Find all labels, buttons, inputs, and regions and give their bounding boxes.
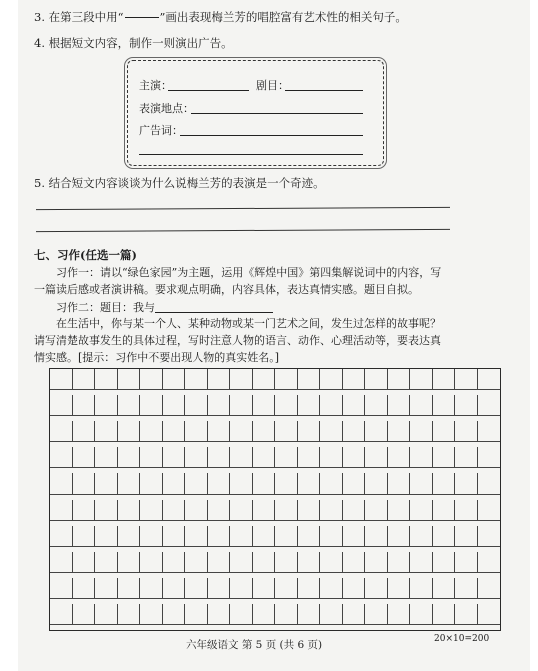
grid-cell[interactable] (478, 526, 501, 547)
essay-2-title-text: 习作二：题目：我与 (56, 301, 155, 314)
grid-cell[interactable] (185, 473, 208, 494)
grid-cell[interactable] (253, 447, 276, 468)
grid-cell[interactable] (230, 447, 253, 468)
grid-cell[interactable] (410, 578, 433, 599)
grid-cell[interactable] (388, 552, 411, 573)
grid-cell[interactable] (478, 447, 501, 468)
grid-cell[interactable] (365, 421, 388, 442)
grid-cell[interactable] (478, 604, 501, 625)
essay-2-line-3: 情实感。[提示：习作中不要出现人物的真实姓名。] (34, 351, 280, 364)
grid-cell[interactable] (320, 578, 343, 599)
grid-cell[interactable] (343, 447, 366, 468)
grid-cell[interactable] (478, 369, 501, 390)
grid-cell[interactable] (185, 552, 208, 573)
grid-cell[interactable] (365, 395, 388, 416)
grid-cell[interactable] (73, 604, 96, 625)
grid-cell[interactable] (433, 500, 456, 521)
grid-cell[interactable] (320, 421, 343, 442)
question-3-text-before: 在第三段中用“ (48, 10, 124, 24)
grid-cell[interactable] (343, 526, 366, 547)
question-4 (34, 36, 233, 51)
grid-cell[interactable] (455, 447, 478, 468)
question-5-text: 结合短文内容谈谈为什么说梅兰芳的表演是一个奇迹。 (48, 176, 325, 190)
grid-cell[interactable] (275, 526, 298, 547)
grid-cell[interactable] (95, 552, 118, 573)
grid-cell[interactable] (343, 369, 366, 390)
grid-cell[interactable] (343, 421, 366, 442)
grid-cell[interactable] (455, 473, 478, 494)
question-3-blank-mark (125, 17, 159, 18)
grid-cell[interactable] (298, 604, 321, 625)
grid-cell[interactable] (118, 604, 141, 625)
grid-cell[interactable] (50, 369, 73, 390)
grid-cell[interactable] (95, 395, 118, 416)
grid-cell[interactable] (118, 369, 141, 390)
essay-2-title-blank[interactable] (155, 312, 273, 313)
grid-cell[interactable] (208, 578, 231, 599)
grid-cell[interactable] (95, 473, 118, 494)
grid-cell[interactable] (140, 578, 163, 599)
page-footer: 六年级语文 第 5 页 (共 6 页) (186, 639, 323, 651)
grid-cell[interactable] (275, 421, 298, 442)
grid-cell[interactable] (163, 395, 186, 416)
question-5-number: 5. (34, 176, 45, 190)
grid-cell[interactable] (275, 473, 298, 494)
grid-cell[interactable] (95, 526, 118, 547)
grid-cell[interactable] (320, 473, 343, 494)
grid-cell[interactable] (185, 369, 208, 390)
grid-cell[interactable] (140, 604, 163, 625)
grid-cell[interactable] (118, 526, 141, 547)
grid-cell[interactable] (298, 526, 321, 547)
grid-cell[interactable] (50, 447, 73, 468)
grid-cell[interactable] (208, 421, 231, 442)
grid-cell[interactable] (410, 552, 433, 573)
grid-cell[interactable] (455, 578, 478, 599)
grid-cell[interactable] (320, 447, 343, 468)
grid-cell[interactable] (388, 447, 411, 468)
grid-cell[interactable] (208, 395, 231, 416)
grid-size-label: 20×10=200 (434, 634, 490, 644)
grid-cell[interactable] (185, 578, 208, 599)
grid-cell[interactable] (50, 578, 73, 599)
question-3 (34, 10, 407, 25)
grid-cell[interactable] (50, 552, 73, 573)
grid-cell[interactable] (118, 552, 141, 573)
grid-cell[interactable] (163, 473, 186, 494)
grid-cell[interactable] (50, 395, 73, 416)
essay-1-line-1: 习作一：请以“绿色家园”为主题，运用《辉煌中国》第四集解说词中的内容，写 (56, 266, 442, 279)
grid-cell[interactable] (118, 500, 141, 521)
writing-grid[interactable] (49, 368, 501, 631)
essay-2-title (56, 300, 273, 315)
grid-cell[interactable] (140, 395, 163, 416)
essay-1-prompt (34, 264, 500, 298)
question-3-text-after: ”画出表现梅兰芳的唱腔富有艺术性的相关句子。 (159, 10, 407, 24)
grid-cell[interactable] (478, 552, 501, 573)
grid-cell[interactable] (140, 500, 163, 521)
essay-2-prompt (34, 315, 500, 366)
grid-cell[interactable] (208, 526, 231, 547)
grid-cell[interactable] (73, 395, 96, 416)
grid-cell[interactable] (95, 369, 118, 390)
grid-cell[interactable] (163, 447, 186, 468)
grid-cell[interactable] (365, 447, 388, 468)
grid-cell[interactable] (275, 578, 298, 599)
grid-cell[interactable] (253, 500, 276, 521)
essay-2-line-2: 请写清楚故事发生的具体过程，写时注意人物的语言、动作、心理活动等，要表达真 (34, 334, 441, 347)
grid-cell[interactable] (343, 473, 366, 494)
grid-cell[interactable] (95, 447, 118, 468)
grid-cell[interactable] (253, 552, 276, 573)
grid-cell[interactable] (140, 526, 163, 547)
grid-cell[interactable] (298, 578, 321, 599)
grid-cell[interactable] (388, 369, 411, 390)
grid-cell[interactable] (163, 552, 186, 573)
essay-2-line-1: 在生活中，你与某一个人、某种动物或某一门艺术之间，发生过怎样的故事呢？ (56, 317, 441, 330)
grid-cell[interactable] (253, 369, 276, 390)
grid-cell[interactable] (478, 500, 501, 521)
grid-cell[interactable] (140, 369, 163, 390)
grid-cell[interactable] (50, 526, 73, 547)
grid-cell[interactable] (275, 552, 298, 573)
grid-cell[interactable] (410, 447, 433, 468)
question-4-text: 根据短文内容，制作一则演出广告。 (48, 36, 233, 50)
ad-slogan-field-2[interactable] (139, 154, 363, 155)
grid-cell[interactable] (365, 552, 388, 573)
grid-cell[interactable] (455, 395, 478, 416)
grid-cell[interactable] (230, 526, 253, 547)
grid-cell[interactable] (320, 604, 343, 625)
grid-cell[interactable] (320, 395, 343, 416)
grid-cell[interactable] (230, 473, 253, 494)
grid-cell[interactable] (478, 578, 501, 599)
grid-cell[interactable] (185, 526, 208, 547)
grid-cell[interactable] (230, 395, 253, 416)
grid-cell[interactable] (365, 473, 388, 494)
grid-cell[interactable] (140, 473, 163, 494)
grid-cell[interactable] (208, 552, 231, 573)
grid-cell[interactable] (230, 369, 253, 390)
grid-cell[interactable] (433, 552, 456, 573)
grid-cell[interactable] (343, 500, 366, 521)
grid-cell[interactable] (253, 578, 276, 599)
grid-cell[interactable] (95, 578, 118, 599)
grid-cell[interactable] (478, 421, 501, 442)
grid-cell[interactable] (298, 500, 321, 521)
grid-cell[interactable] (275, 447, 298, 468)
grid-cell[interactable] (298, 473, 321, 494)
grid-cell[interactable] (433, 421, 456, 442)
grid-cell[interactable] (388, 395, 411, 416)
grid-cell[interactable] (388, 604, 411, 625)
grid-cell[interactable] (388, 526, 411, 547)
grid-cell[interactable] (118, 421, 141, 442)
grid-cell[interactable] (410, 421, 433, 442)
grid-cell[interactable] (140, 552, 163, 573)
grid-cell[interactable] (433, 369, 456, 390)
grid-cell[interactable] (163, 578, 186, 599)
ad-lead-actor-label: 主演： (139, 79, 172, 92)
grid-cell[interactable] (50, 500, 73, 521)
grid-cell[interactable] (95, 421, 118, 442)
grid-cell[interactable] (253, 395, 276, 416)
grid-cell[interactable] (73, 526, 96, 547)
grid-cell[interactable] (253, 526, 276, 547)
grid-cell[interactable] (388, 421, 411, 442)
grid-cell[interactable] (185, 395, 208, 416)
grid-cell[interactable] (365, 369, 388, 390)
ad-lead-actor-field[interactable] (168, 90, 249, 91)
grid-cell[interactable] (50, 473, 73, 494)
grid-cell[interactable] (50, 421, 73, 442)
grid-cell[interactable] (343, 604, 366, 625)
grid-cell[interactable] (433, 604, 456, 625)
grid-cell[interactable] (208, 447, 231, 468)
grid-cell[interactable] (118, 395, 141, 416)
grid-cell[interactable] (478, 395, 501, 416)
grid-cell[interactable] (163, 369, 186, 390)
grid-cell[interactable] (365, 500, 388, 521)
grid-cell[interactable] (163, 526, 186, 547)
grid-cell[interactable] (433, 447, 456, 468)
grid-cell[interactable] (163, 604, 186, 625)
grid-cell[interactable] (73, 421, 96, 442)
grid-cell[interactable] (410, 473, 433, 494)
grid-cell[interactable] (410, 369, 433, 390)
grid-cell[interactable] (298, 552, 321, 573)
grid-cell[interactable] (208, 604, 231, 625)
grid-cell[interactable] (73, 552, 96, 573)
ad-venue-label: 表演地点： (139, 102, 194, 115)
grid-cell[interactable] (73, 578, 96, 599)
grid-cell[interactable] (410, 604, 433, 625)
question-3-number: 3. (34, 10, 45, 24)
grid-cell[interactable] (73, 473, 96, 494)
grid-cell[interactable] (455, 552, 478, 573)
grid-cell[interactable] (163, 421, 186, 442)
grid-cell[interactable] (298, 369, 321, 390)
grid-cell[interactable] (230, 604, 253, 625)
grid-cell[interactable] (455, 604, 478, 625)
grid-cell[interactable] (388, 500, 411, 521)
grid-cell[interactable] (118, 447, 141, 468)
grid-cell[interactable] (388, 578, 411, 599)
grid-cell[interactable] (455, 421, 478, 442)
grid-cell[interactable] (208, 500, 231, 521)
grid-cell[interactable] (320, 500, 343, 521)
grid-cell[interactable] (478, 473, 501, 494)
ad-play-field[interactable] (285, 90, 363, 91)
grid-cell[interactable] (433, 395, 456, 416)
grid-cell[interactable] (298, 395, 321, 416)
grid-cell[interactable] (140, 421, 163, 442)
section-7-title: 七、习作(任选一篇) (34, 248, 137, 262)
grid-cell[interactable] (343, 552, 366, 573)
grid-cell[interactable] (230, 552, 253, 573)
grid-cell[interactable] (208, 369, 231, 390)
grid-cell[interactable] (118, 578, 141, 599)
ad-slogan-field-1[interactable] (180, 135, 363, 136)
grid-cell[interactable] (185, 500, 208, 521)
grid-cell[interactable] (320, 369, 343, 390)
ad-slogan-label: 广告词： (139, 124, 183, 137)
grid-cell[interactable] (365, 604, 388, 625)
grid-cell[interactable] (230, 500, 253, 521)
grid-cell[interactable] (163, 500, 186, 521)
grid-cell[interactable] (365, 526, 388, 547)
ad-play-label: 剧目： (256, 79, 289, 92)
grid-cell[interactable] (253, 421, 276, 442)
grid-cell[interactable] (410, 395, 433, 416)
grid-cell[interactable] (275, 604, 298, 625)
grid-cell[interactable] (410, 526, 433, 547)
grid-cell[interactable] (185, 604, 208, 625)
grid-cell[interactable] (275, 395, 298, 416)
grid-cell[interactable] (73, 500, 96, 521)
grid-cell[interactable] (388, 473, 411, 494)
grid-cell[interactable] (50, 604, 73, 625)
ad-venue-field[interactable] (191, 113, 363, 114)
grid-cell[interactable] (343, 578, 366, 599)
grid-cell[interactable] (320, 552, 343, 573)
grid-cell[interactable] (73, 447, 96, 468)
question-5-answer-line-2[interactable] (36, 229, 450, 232)
question-5 (34, 176, 325, 191)
grid-cell[interactable] (230, 421, 253, 442)
grid-cell[interactable] (95, 500, 118, 521)
question-5-answer-line-1[interactable] (36, 207, 450, 210)
grid-cell[interactable] (118, 473, 141, 494)
grid-cell[interactable] (455, 369, 478, 390)
grid-cell[interactable] (95, 604, 118, 625)
grid-cell[interactable] (230, 578, 253, 599)
grid-cell[interactable] (73, 369, 96, 390)
grid-cell[interactable] (433, 578, 456, 599)
grid-cell[interactable] (253, 604, 276, 625)
grid-cell[interactable] (185, 447, 208, 468)
grid-cell[interactable] (455, 526, 478, 547)
grid-cell[interactable] (343, 395, 366, 416)
grid-cell[interactable] (298, 447, 321, 468)
grid-cell[interactable] (140, 447, 163, 468)
essay-1-line-2: 一篇读后感或者演讲稿。要求观点明确，内容具体，表达真情实感。题目自拟。 (34, 283, 419, 296)
grid-cell[interactable] (455, 500, 478, 521)
grid-cell[interactable] (433, 526, 456, 547)
grid-cell[interactable] (365, 578, 388, 599)
grid-cell[interactable] (320, 526, 343, 547)
grid-cell[interactable] (275, 500, 298, 521)
question-4-number: 4. (34, 36, 45, 50)
grid-cell[interactable] (275, 369, 298, 390)
grid-cell[interactable] (410, 500, 433, 521)
grid-cell[interactable] (208, 473, 231, 494)
grid-cell[interactable] (298, 421, 321, 442)
exam-page (18, 0, 530, 671)
grid-cell[interactable] (185, 421, 208, 442)
grid-cell[interactable] (433, 473, 456, 494)
grid-cell[interactable] (253, 473, 276, 494)
